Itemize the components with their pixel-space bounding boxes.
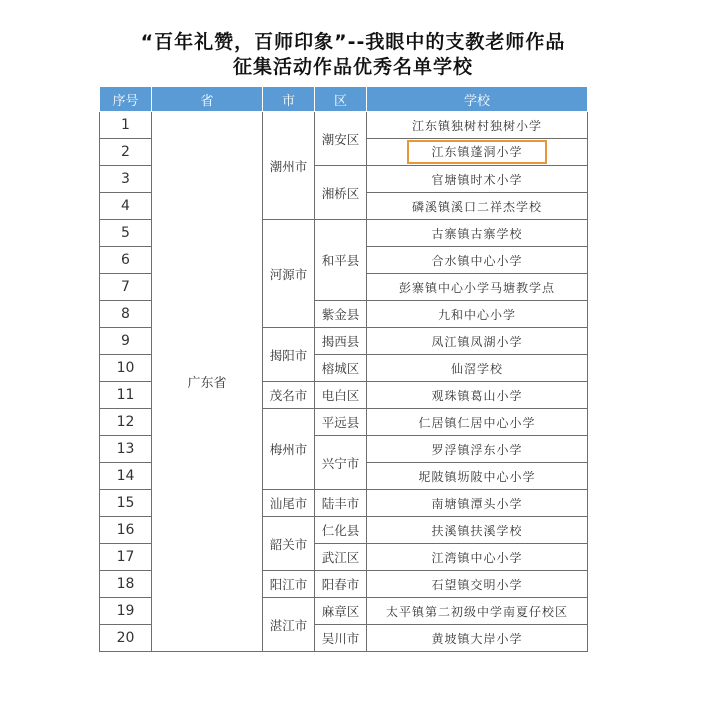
row-index: 8 [100,301,152,328]
school-cell: 合水镇中心小学 [367,247,588,274]
row-index: 10 [100,355,152,382]
row-index: 11 [100,382,152,409]
row-index: 6 [100,247,152,274]
row-index: 7 [100,274,152,301]
row-index: 9 [100,328,152,355]
city-cell: 阳江市 [263,571,315,598]
row-index: 3 [100,166,152,193]
highlighted-school: 江东镇蓬洞小学 [407,140,546,164]
row-index: 1 [100,112,152,139]
district-cell: 揭西县 [315,328,367,355]
district-cell: 武江区 [315,544,367,571]
row-index: 20 [100,625,152,652]
row-index: 2 [100,139,152,166]
school-cell: 江湾镇中心小学 [367,544,588,571]
district-cell: 阳春市 [315,571,367,598]
page-title-line-2: 征集活动作品优秀名单学校 [232,56,473,78]
province-cell: 广东省 [152,112,263,652]
header-index: 序号 [100,87,152,112]
city-cell: 河源市 [263,220,315,328]
district-cell: 仁化县 [315,517,367,544]
row-index: 19 [100,598,152,625]
row-index: 17 [100,544,152,571]
table-row [100,112,588,139]
school-cell: 太平镇第二初级中学南夏仔校区 [367,598,588,625]
school-cell: 罗浮镇浮东小学 [367,436,588,463]
school-cell: 扶溪镇扶溪学校 [367,517,588,544]
district-cell: 吴川市 [315,625,367,652]
row-index: 15 [100,490,152,517]
city-cell: 潮州市 [263,112,315,220]
school-cell: 石望镇交明小学 [367,571,588,598]
district-cell: 平远县 [315,409,367,436]
school-cell: 古寨镇古寨学校 [367,220,588,247]
district-cell: 陆丰市 [315,490,367,517]
district-cell: 麻章区 [315,598,367,625]
header-province: 省 [152,87,263,112]
table-header-row [100,87,588,112]
city-cell: 揭阳市 [263,328,315,382]
school-cell: 官塘镇时术小学 [367,166,588,193]
school-cell: 观珠镇葛山小学 [367,382,588,409]
school-cell: 仙滘学校 [367,355,588,382]
school-cell: 仁居镇仁居中心小学 [367,409,588,436]
row-index: 4 [100,193,152,220]
district-cell: 榕城区 [315,355,367,382]
school-cell: 坭陂镇坜陂中心小学 [367,463,588,490]
district-cell: 潮安区 [315,112,367,166]
row-index: 14 [100,463,152,490]
school-cell: 九和中心小学 [367,301,588,328]
row-index: 13 [100,436,152,463]
district-cell: 兴宁市 [315,436,367,490]
row-index: 18 [100,571,152,598]
winners-table [99,86,588,652]
city-cell: 韶关市 [263,517,315,571]
school-cell: 彭寨镇中心小学马塘教学点 [367,274,588,301]
city-cell: 湛江市 [263,598,315,652]
district-cell: 电白区 [315,382,367,409]
district-cell: 湘桥区 [315,166,367,220]
city-cell: 汕尾市 [263,490,315,517]
school-cell: 黄坡镇大岸小学 [367,625,588,652]
header-district: 区 [315,87,367,112]
school-cell: 磷溪镇溪口二祥杰学校 [367,193,588,220]
school-cell: 南塘镇潭头小学 [367,490,588,517]
school-cell: 凤江镇凤湖小学 [367,328,588,355]
row-index: 16 [100,517,152,544]
district-cell: 紫金县 [315,301,367,328]
row-index: 5 [100,220,152,247]
school-cell: 江东镇独树村独树小学 [367,112,588,139]
page-title-line-1: “百年礼赞，百师印象”--我眼中的支教老师作品 [140,31,566,53]
header-school: 学校 [367,87,588,112]
city-cell: 茂名市 [263,382,315,409]
city-cell: 梅州市 [263,409,315,490]
school-cell-highlighted [367,139,588,166]
row-index: 12 [100,409,152,436]
header-city: 市 [263,87,315,112]
district-cell: 和平县 [315,220,367,301]
